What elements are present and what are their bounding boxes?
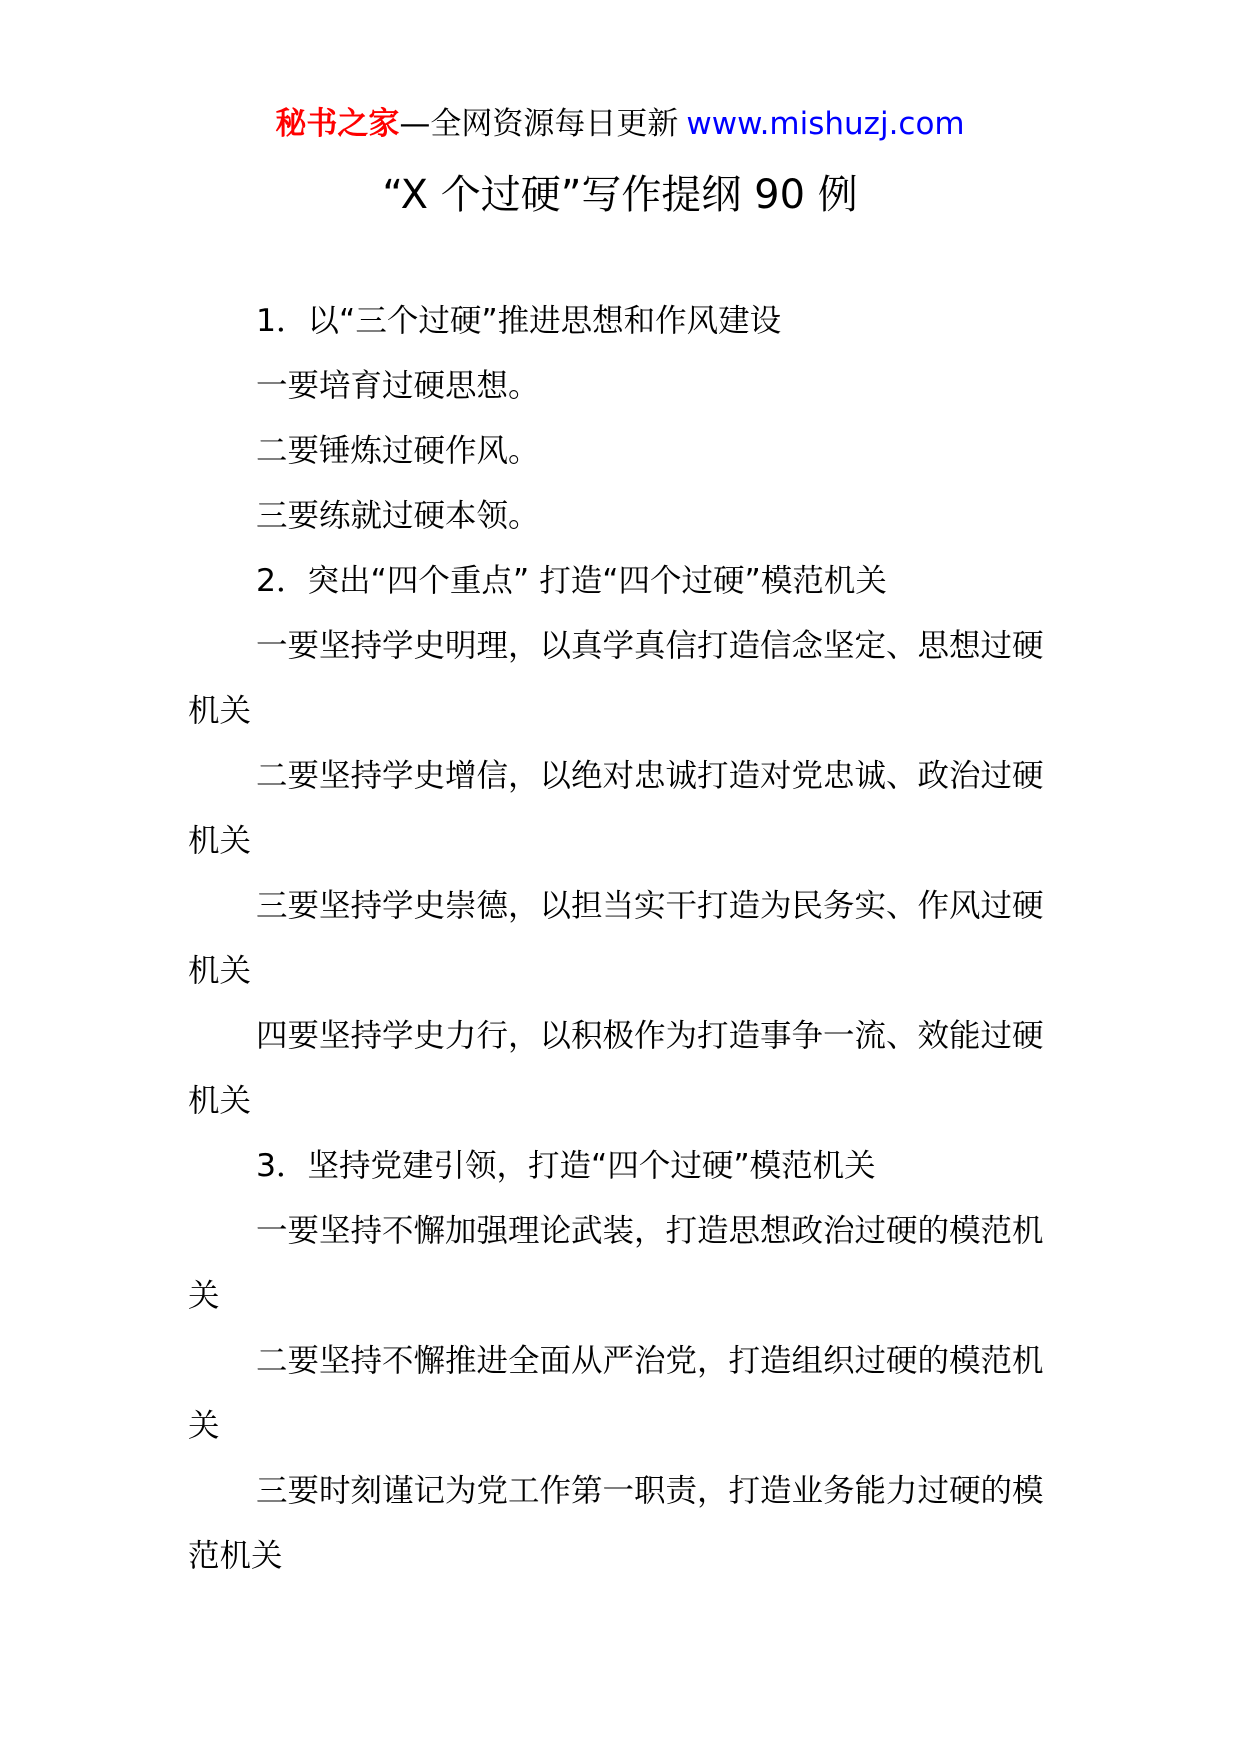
paragraph: 三要练就过硬本领。 — [256, 498, 540, 534]
section-heading-3: 3．坚持党建引领，打造“四个过硬”模范机关 — [256, 1148, 876, 1184]
paragraph: 四要坚持学史力行，以积极作为打造事争一流、效能过硬机关 — [188, 1018, 1044, 1119]
site-url-link[interactable]: www.mishuzj.com — [686, 106, 965, 142]
paragraph: 三要坚持学史崇德，以担当实干打造为民务实、作风过硬机关 — [188, 888, 1044, 989]
paragraph: 三要时刻谨记为党工作第一职责，打造业务能力过硬的模范机关 — [188, 1473, 1044, 1574]
document-title: “X 个过硬”写作提纲 90 例 — [382, 172, 858, 218]
header-dash: — — [399, 106, 431, 142]
site-tagline: 全网资源每日更新 — [430, 106, 679, 142]
paragraph: 一要培育过硬思想。 — [256, 368, 540, 404]
section-heading-2: 2．突出“四个重点” 打造“四个过硬”模范机关 — [256, 563, 887, 599]
paragraph: 一要坚持学史明理，以真学真信打造信念坚定、思想过硬机关 — [188, 628, 1044, 729]
paragraph: 二要锤炼过硬作风。 — [256, 433, 540, 469]
site-header — [0, 96, 1240, 152]
paragraph: 二要坚持不懈推进全面从严治党，打造组织过硬的模范机关 — [188, 1343, 1044, 1444]
section-heading-1: 1．以“三个过硬”推进思想和作风建设 — [256, 303, 782, 339]
document-body — [188, 289, 1060, 1589]
site-brand: 秘书之家 — [275, 106, 400, 142]
paragraph: 一要坚持不懈加强理论武装，打造思想政治过硬的模范机关 — [188, 1213, 1044, 1314]
paragraph: 二要坚持学史增信，以绝对忠诚打造对党忠诚、政治过硬机关 — [188, 758, 1044, 859]
